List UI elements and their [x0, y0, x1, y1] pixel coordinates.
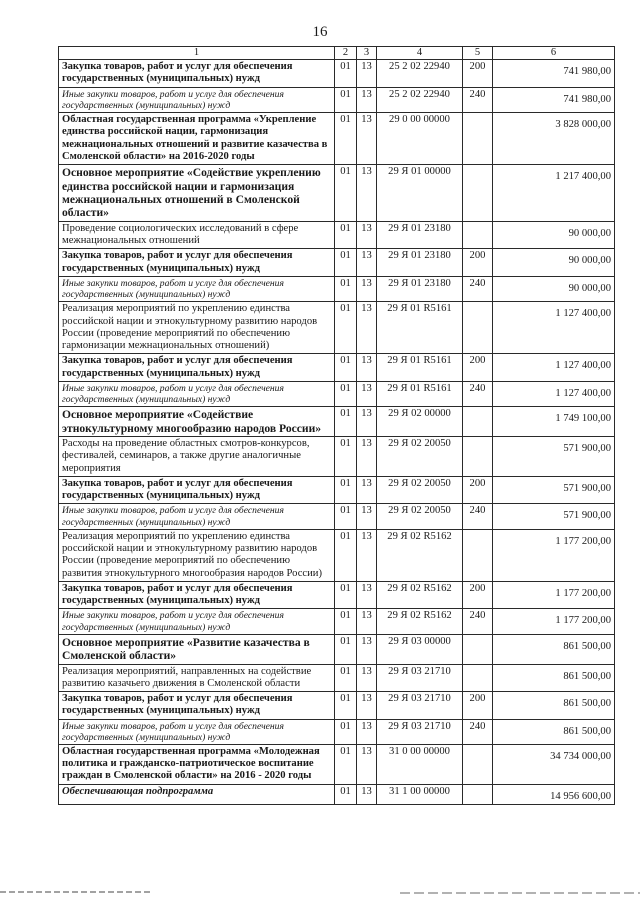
row-name: Иные закупки товаров, работ и услуг для обеспечения государственных (муниципальных) нужд: [59, 381, 335, 406]
table-row: [59, 529, 615, 581]
table-row: [59, 60, 615, 88]
row-amount: 90 000,00: [493, 249, 615, 277]
row-target-article: 29 Я 03 21710: [377, 692, 463, 720]
row-subsection: 13: [357, 87, 377, 112]
row-subsection: 13: [357, 354, 377, 382]
row-section: 01: [335, 112, 357, 164]
row-subsection: 13: [357, 276, 377, 301]
row-name: Основное мероприятие «Содействие этнокультурному многообразию народов России»: [59, 407, 335, 437]
row-amount: 861 500,00: [493, 692, 615, 720]
row-subsection: 13: [357, 381, 377, 406]
row-target-article: 29 Я 01 R5161: [377, 381, 463, 406]
row-section: 01: [335, 504, 357, 529]
table-row: [59, 634, 615, 664]
row-section: 01: [335, 407, 357, 437]
table-row: [59, 609, 615, 634]
row-amount: 34 734 000,00: [493, 744, 615, 784]
table-row: [59, 664, 615, 692]
row-target-article: 29 Я 02 R5162: [377, 529, 463, 581]
row-name: Основное мероприятие «Развитие казачества в Смоленской области»: [59, 634, 335, 664]
header-col-1: 1: [59, 47, 335, 60]
row-expense-type: [463, 664, 493, 692]
row-name: Областная государственная программа «Молодежная политика и гражданско-патриотическое воспитание граждан в Смоленской области» на 2016 - 2020 годы: [59, 744, 335, 784]
row-section: 01: [335, 302, 357, 354]
row-target-article: 29 Я 02 20050: [377, 476, 463, 504]
table-row: [59, 407, 615, 437]
row-subsection: 13: [357, 476, 377, 504]
row-expense-type: [463, 407, 493, 437]
row-expense-type: 200: [463, 581, 493, 609]
table-row: [59, 784, 615, 804]
row-expense-type: [463, 165, 493, 222]
row-expense-type: 240: [463, 87, 493, 112]
row-section: 01: [335, 165, 357, 222]
row-amount: 861 500,00: [493, 719, 615, 744]
row-amount: 1 127 400,00: [493, 381, 615, 406]
row-section: 01: [335, 609, 357, 634]
row-amount: 90 000,00: [493, 221, 615, 249]
row-subsection: 13: [357, 437, 377, 477]
row-name: Иные закупки товаров, работ и услуг для обеспечения государственных (муниципальных) нужд: [59, 276, 335, 301]
row-expense-type: 200: [463, 60, 493, 88]
row-name: Реализация мероприятий, направленных на содействие развитию казачьего движения в Смоленской области: [59, 664, 335, 692]
row-name: Обеспечивающая подпрограмма: [59, 784, 335, 804]
row-subsection: 13: [357, 609, 377, 634]
row-section: 01: [335, 784, 357, 804]
table-row: [59, 437, 615, 477]
row-subsection: 13: [357, 221, 377, 249]
row-name: Основное мероприятие «Содействие укреплению единства российской нации и гармонизация межнациональных отношений в Смоленской области»: [59, 165, 335, 222]
table-row: [59, 504, 615, 529]
row-expense-type: [463, 221, 493, 249]
row-name: Закупка товаров, работ и услуг для обеспечения государственных (муниципальных) нужд: [59, 354, 335, 382]
row-name: Закупка товаров, работ и услуг для обеспечения государственных (муниципальных) нужд: [59, 692, 335, 720]
header-col-5: 5: [463, 47, 493, 60]
row-section: 01: [335, 87, 357, 112]
row-expense-type: 200: [463, 249, 493, 277]
header-col-3: 3: [357, 47, 377, 60]
table-row: [59, 581, 615, 609]
header-col-2: 2: [335, 47, 357, 60]
row-subsection: 13: [357, 165, 377, 222]
row-target-article: 29 Я 02 R5162: [377, 609, 463, 634]
row-amount: 1 177 200,00: [493, 529, 615, 581]
row-target-article: 29 Я 01 23180: [377, 249, 463, 277]
row-section: 01: [335, 634, 357, 664]
row-section: 01: [335, 692, 357, 720]
row-name: Иные закупки товаров, работ и услуг для обеспечения государственных (муниципальных) нужд: [59, 719, 335, 744]
row-subsection: 13: [357, 719, 377, 744]
row-expense-type: 200: [463, 476, 493, 504]
row-expense-type: 240: [463, 504, 493, 529]
row-subsection: 13: [357, 249, 377, 277]
row-expense-type: 200: [463, 354, 493, 382]
row-name: Закупка товаров, работ и услуг для обеспечения государственных (муниципальных) нужд: [59, 60, 335, 88]
row-amount: 1 127 400,00: [493, 354, 615, 382]
scan-edge-lines: [0, 888, 640, 898]
table-row: [59, 276, 615, 301]
row-expense-type: 240: [463, 609, 493, 634]
row-subsection: 13: [357, 634, 377, 664]
row-section: 01: [335, 249, 357, 277]
row-subsection: 13: [357, 664, 377, 692]
row-target-article: 29 Я 03 00000: [377, 634, 463, 664]
row-section: 01: [335, 744, 357, 784]
row-amount: 1 177 200,00: [493, 581, 615, 609]
row-amount: 741 980,00: [493, 87, 615, 112]
row-name: Расходы на проведение областных смотров-конкурсов, фестивалей, семинаров, а также другие аналогичные мероприятия: [59, 437, 335, 477]
row-target-article: 29 Я 02 20050: [377, 437, 463, 477]
row-name: Закупка товаров, работ и услуг для обеспечения государственных (муниципальных) нужд: [59, 249, 335, 277]
table-row: [59, 221, 615, 249]
row-section: 01: [335, 529, 357, 581]
row-target-article: 31 0 00 00000: [377, 744, 463, 784]
row-section: 01: [335, 381, 357, 406]
row-target-article: 29 Я 01 23180: [377, 276, 463, 301]
table-row: [59, 476, 615, 504]
row-section: 01: [335, 276, 357, 301]
row-section: 01: [335, 354, 357, 382]
row-expense-type: [463, 634, 493, 664]
row-target-article: 29 Я 02 R5162: [377, 581, 463, 609]
table-row: [59, 87, 615, 112]
table-row: [59, 692, 615, 720]
row-name: Реализация мероприятий по укреплению единства российской нации и этнокультурному развитию народов России (проведение мероприятий по обеспечению гармонизации межнациональных отношений): [59, 302, 335, 354]
table-row: [59, 249, 615, 277]
row-subsection: 13: [357, 407, 377, 437]
row-name: Иные закупки товаров, работ и услуг для обеспечения государственных (муниципальных) нужд: [59, 87, 335, 112]
row-name: Реализация мероприятий по укреплению единства российской нации и этнокультурному развитию народов России (проведение мероприятий по обеспечению развития этнокультурного многообразия народов России): [59, 529, 335, 581]
row-target-article: 29 Я 01 R5161: [377, 354, 463, 382]
row-amount: 14 956 600,00: [493, 784, 615, 804]
row-section: 01: [335, 476, 357, 504]
header-col-6: 6: [493, 47, 615, 60]
row-subsection: 13: [357, 692, 377, 720]
row-amount: 90 000,00: [493, 276, 615, 301]
row-target-article: 29 Я 02 00000: [377, 407, 463, 437]
row-target-article: 29 Я 01 R5161: [377, 302, 463, 354]
row-expense-type: 240: [463, 719, 493, 744]
table-row: [59, 381, 615, 406]
row-expense-type: [463, 744, 493, 784]
row-amount: 571 900,00: [493, 504, 615, 529]
budget-table: [58, 46, 615, 805]
row-target-article: 29 Я 03 21710: [377, 664, 463, 692]
row-target-article: 29 Я 02 20050: [377, 504, 463, 529]
row-amount: 571 900,00: [493, 476, 615, 504]
row-expense-type: [463, 112, 493, 164]
page-number: 16: [312, 24, 328, 40]
row-target-article: 29 0 00 00000: [377, 112, 463, 164]
row-section: 01: [335, 719, 357, 744]
row-amount: 861 500,00: [493, 664, 615, 692]
row-target-article: 25 2 02 22940: [377, 87, 463, 112]
row-name: Областная государственная программа «Укрепление единства российской нации, гармонизация межнациональных отношений и развитие казачества в Смоленской области» на 2016-2020 годы: [59, 112, 335, 164]
row-target-article: 29 Я 01 23180: [377, 221, 463, 249]
row-target-article: 25 2 02 22940: [377, 60, 463, 88]
row-subsection: 13: [357, 60, 377, 88]
row-amount: 861 500,00: [493, 634, 615, 664]
row-amount: 1 177 200,00: [493, 609, 615, 634]
table-row: [59, 719, 615, 744]
row-expense-type: 200: [463, 692, 493, 720]
row-section: 01: [335, 581, 357, 609]
row-name: Закупка товаров, работ и услуг для обеспечения государственных (муниципальных) нужд: [59, 476, 335, 504]
row-target-article: 29 Я 01 00000: [377, 165, 463, 222]
table-row: [59, 744, 615, 784]
row-subsection: 13: [357, 504, 377, 529]
row-subsection: 13: [357, 112, 377, 164]
table-row: [59, 112, 615, 164]
row-target-article: 31 1 00 00000: [377, 784, 463, 804]
row-expense-type: [463, 302, 493, 354]
row-expense-type: [463, 529, 493, 581]
table-row: [59, 165, 615, 222]
row-subsection: 13: [357, 529, 377, 581]
row-expense-type: [463, 784, 493, 804]
row-name: Иные закупки товаров, работ и услуг для обеспечения государственных (муниципальных) нужд: [59, 504, 335, 529]
row-name: Проведение социологических исследований в сфере межнациональных отношений: [59, 221, 335, 249]
row-expense-type: 240: [463, 276, 493, 301]
row-target-article: 29 Я 03 21710: [377, 719, 463, 744]
row-subsection: 13: [357, 581, 377, 609]
row-section: 01: [335, 60, 357, 88]
header-col-4: 4: [377, 47, 463, 60]
row-expense-type: 240: [463, 381, 493, 406]
row-amount: 741 980,00: [493, 60, 615, 88]
row-amount: 571 900,00: [493, 437, 615, 477]
row-amount: 1 127 400,00: [493, 302, 615, 354]
table-header-row: [59, 47, 615, 60]
row-expense-type: [463, 437, 493, 477]
row-amount: 1 217 400,00: [493, 165, 615, 222]
table-row: [59, 302, 615, 354]
row-subsection: 13: [357, 744, 377, 784]
row-name: Иные закупки товаров, работ и услуг для обеспечения государственных (муниципальных) нужд: [59, 609, 335, 634]
row-amount: 1 749 100,00: [493, 407, 615, 437]
row-section: 01: [335, 221, 357, 249]
row-amount: 3 828 000,00: [493, 112, 615, 164]
table-row: [59, 354, 615, 382]
row-section: 01: [335, 664, 357, 692]
row-section: 01: [335, 437, 357, 477]
row-name: Закупка товаров, работ и услуг для обеспечения государственных (муниципальных) нужд: [59, 581, 335, 609]
row-subsection: 13: [357, 784, 377, 804]
row-subsection: 13: [357, 302, 377, 354]
